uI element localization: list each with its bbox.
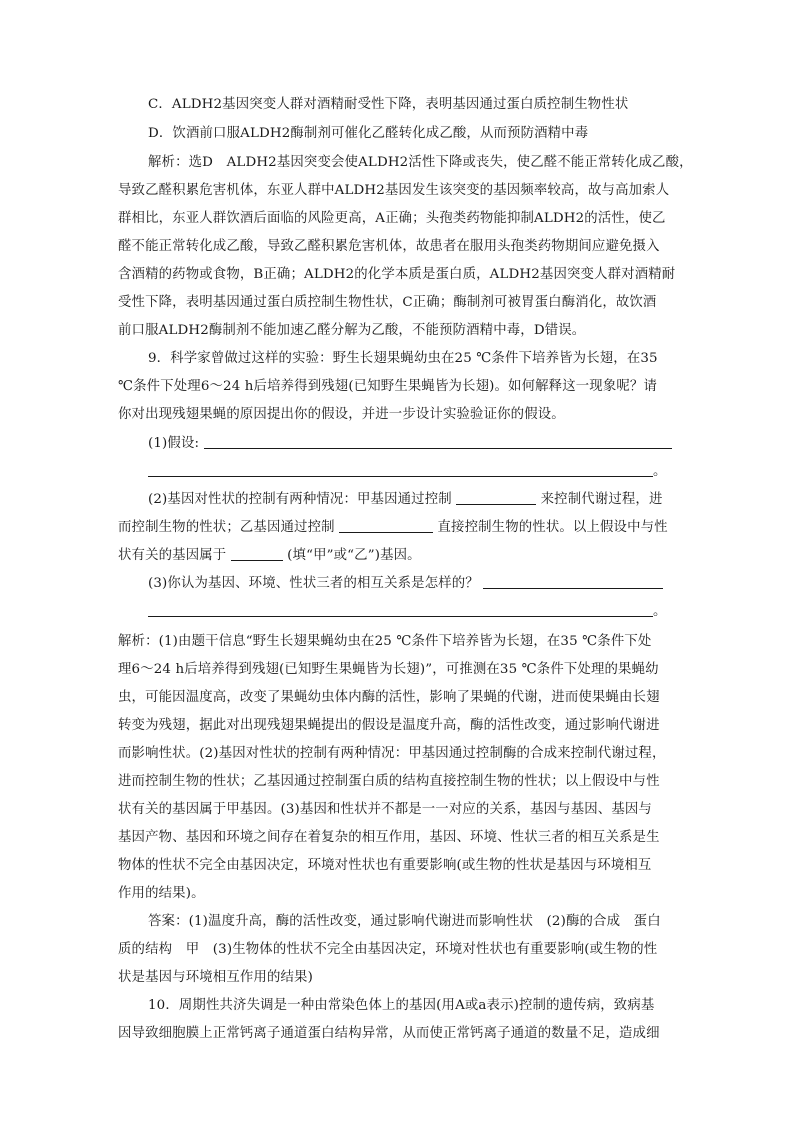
q9-part2-blank-3[interactable] [231,547,283,561]
q9-part2-text-a: (2)基因对性状的控制有两种情况：甲基因通过控制 [148,492,452,507]
q9-part2-text-d: 直接控制生物的性状。以上假设中与性 [437,520,668,535]
q9-part1-end-mark: 。 [653,464,667,479]
q9-part2-text-c: 而控制生物的性状；乙基因通过控制 [118,520,335,535]
q9-analysis-line-6: 进而控制生物的性状；乙基因通过控制蛋白质的结构直接控制生物的性状；以上假设中与性 [118,774,660,789]
q9-part3-end-mark: 。 [653,604,667,619]
q9-part2-blank-1[interactable] [456,491,536,505]
q9-part3-text: (3)你认为基因、环境、性状三者的相互关系是怎样的？ [148,576,479,591]
q8-analysis-line-1: 解析：选D ALDH2基因突变会使ALDH2活性下降或丧失，使乙醛不能正常转化成乙酸， [148,155,693,170]
q8-analysis-line-4: 醛不能正常转化成乙酸，导致乙醛积累危害机体，故患者在服用头孢类药物期间应避免摄入 [118,239,660,254]
q9-analysis-line-9: 物体的性状不完全由基因决定，环境对性状也有重要影响(或生物的性状是基因与环境相互 [118,858,652,873]
q9-part3 [148,575,678,592]
option-c: C．ALDH2基因突变人群对酒精耐受性下降，表明基因通过蛋白质控制生物性状 [148,97,629,112]
q9-part2-line-1 [148,491,678,508]
q8-analysis-line-3: 群相比，东亚人群饮酒后面临的风险更高，A正确；头孢类药物能抑制ALDH2的活性，使乙 [118,211,666,226]
q9-analysis-line-4: 转变为残翅，据此对出现残翅果蝇提出的假设是温度升高，酶的活性改变，通过影响代谢进 [118,718,660,733]
q9-part2-blank-2[interactable] [339,519,433,533]
q9-stem-line-3: 你对出现残翅果蝇的原因提出你的假设，并进一步设计实验验证你的假设。 [118,407,565,422]
q9-part3-answer-blank[interactable] [483,575,663,589]
q9-analysis-line-7: 状有关的基因属于甲基因。(3)基因和性状并不都是一一对应的关系，基因与基因、基因与 [118,802,652,817]
q9-part1-line-2 [148,463,678,480]
q9-stem-line-2: ℃条件下处理6～24 h后培养得到残翅(已知野生果蝇皆为长翅)。如何解释这一现象呢？请 [118,379,657,394]
option-d: D．饮酒前口服ALDH2酶制剂可催化乙醛转化成乙酸，从而预防酒精中毒 [148,126,589,141]
q9-stem-line-1: 9．科学家曾做过这样的实验：野生长翅果蝇幼虫在25 ℃条件下培养皆为长翅，在35 [148,351,658,366]
q9-part1-answer-blank[interactable] [204,435,672,449]
q9-part1-label: (1)假设: [148,436,200,451]
q9-answer-line-1: 答案：(1)温度升高，酶的活性改变，通过影响代谢进而影响性状 (2)酶的合成 蛋白 [148,914,661,929]
q9-analysis-line-5: 而影响性状。(2)基因对性状的控制有两种情况：甲基因通过控制酶的合成来控制代谢过程， [118,746,666,761]
q8-analysis-line-5: 含酒精的药物或食物，B正确；ALDH2的化学本质是蛋白质，ALDH2基因突变人群对酒精耐 [118,267,676,282]
q8-analysis-line-2: 导致乙醛积累危害机体，东亚人群中ALDH2基因发生该突变的基因频率较高，故与高加索人 [118,183,670,198]
q9-answer-line-3: 状是基因与环境相互作用的结果) [118,970,313,985]
q10-stem-line-1: 10．周期性共济失调是一种由常染色体上的基因(用A或a表示)控制的遗传病，致病基 [148,998,655,1013]
q9-analysis-line-8: 基因产物、基因和环境之间存在着复杂的相互作用，基因、环境、性状三者的相互关系是生 [118,830,660,845]
q9-analysis-line-10: 作用的结果)。 [118,886,205,901]
q9-part2-line-3 [118,547,648,564]
q8-analysis-line-7: 前口服ALDH2酶制剂不能加速乙醛分解为乙酸，不能预防酒精中毒，D错误。 [118,323,586,338]
q9-analysis-line-3: 虫，可能因温度高，改变了果蝇幼虫体内酶的活性，影响了果蝇的代谢，进而使果蝇由长翅 [118,690,660,705]
q9-part1-answer-blank-2[interactable] [148,463,653,477]
q9-part2-text-e: 状有关的基因属于 [118,548,227,563]
q9-answer-line-2: 质的结构 甲 (3)生物体的性状不完全由基因决定，环境对性状也有重要影响(或生物的性 [118,942,658,957]
q8-analysis-line-6: 受性下降，表明基因通过蛋白质控制生物性状，C正确；酶制剂可被胃蛋白酶消化，故饮酒 [118,295,657,310]
q9-analysis-line-2: 理6～24 h后培养得到残翅(已知野生果蝇皆为长翅)”，可推测在35 ℃条件下处理的果蝇幼 [118,662,659,677]
q9-part2-line-2 [118,519,668,536]
q10-stem-line-2: 因导致细胞膜上正常钙离子通道蛋白结构异常，从而使正常钙离子通道的数量不足，造成细 [118,1026,660,1041]
q9-analysis-line-1: 解析：(1)由题干信息“野生长翅果蝇幼虫在25 ℃条件下培养皆为长翅，在35 ℃条件下处 [118,634,652,649]
q9-part2-text-b: 来控制代谢过程，进 [540,492,663,507]
q9-part2-text-f: (填“甲”或“乙”)基因。 [287,548,421,563]
q9-part3-line-2 [148,603,678,620]
q9-part3-answer-blank-2[interactable] [148,603,653,617]
q9-part1 [148,435,678,452]
